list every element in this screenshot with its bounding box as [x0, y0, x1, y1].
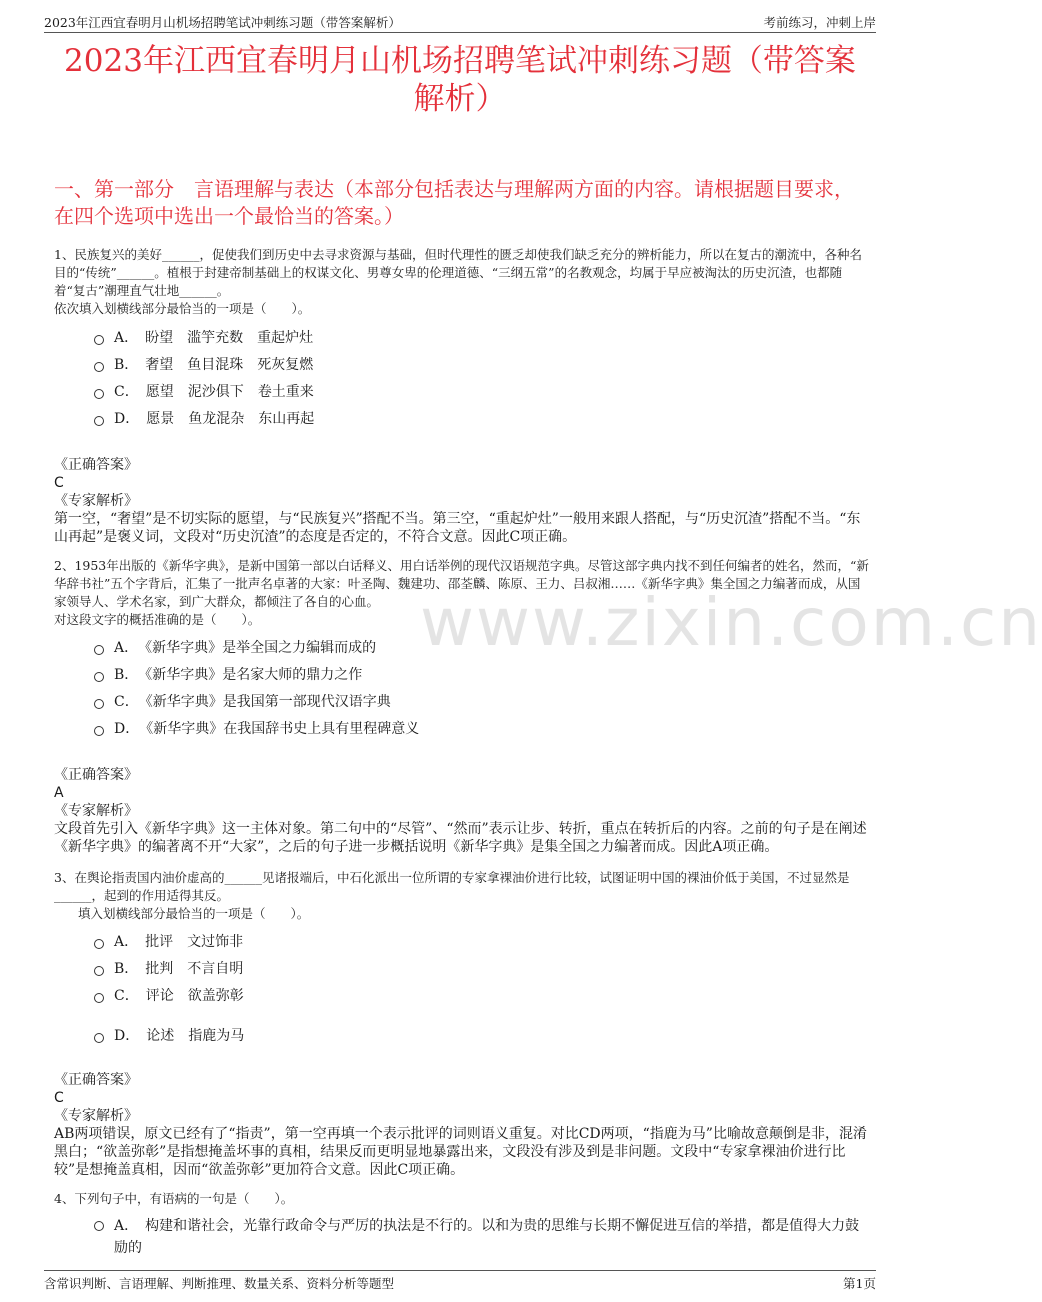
- option-label: C． 《新华字典》是我国第一部现代汉语字典: [114, 694, 391, 710]
- page-header: [44, 10, 876, 33]
- option-list: [54, 929, 870, 1050]
- option-list: [54, 635, 870, 743]
- header-slogan: 考前练习，冲刺上岸: [763, 15, 876, 30]
- option-b[interactable]: [54, 662, 870, 689]
- option-a[interactable]: [54, 1212, 870, 1259]
- option-a[interactable]: [54, 929, 870, 956]
- option-c[interactable]: [54, 983, 870, 1010]
- radio-button[interactable]: [94, 1221, 104, 1231]
- option-a[interactable]: [54, 325, 870, 352]
- radio-button[interactable]: [94, 645, 104, 655]
- option-label: C． 愿望 泥沙俱下 卷土重来: [114, 384, 314, 400]
- question-text: 3、在舆论指责国内油价虚高的______见诸报端后，中石化派出一位所谓的专家拿裸油价进行比较，试图证明中国的裸油价低于美国，不过显然是______，起到的作用适得其反。: [54, 870, 850, 903]
- option-label: D． 《新华字典》在我国辞书史上具有里程碑意义: [114, 721, 420, 737]
- analysis-text: AB两项错误，原文已经有了“指责”，第一空再填一个表示批评的词则语义重复。对比CD两项，“指鹿为马”比喻故意颠倒是非，混淆黑白；“欲盖弥彰”是指想掩盖坏事的真相，结果反而更明显地暴露出来，文段没有涉及到是非问题。文段中“专家拿裸油价进行比较”是想掩盖真相，因而“欲盖弥彰”更加符合文意。因此C项正确。: [54, 1126, 867, 1178]
- page-footer: [44, 1270, 876, 1293]
- question-text: 4、下列句子中，有语病的一句是（ ）。: [54, 1191, 294, 1206]
- option-c[interactable]: [54, 689, 870, 716]
- option-c[interactable]: [54, 379, 870, 406]
- page-number: 第1页: [843, 1276, 876, 1291]
- option-label: A． 批评 文过饰非: [114, 934, 244, 950]
- radio-button[interactable]: [94, 993, 104, 1003]
- question-prompt: 依次填入划横线部分最恰当的一项是（ ）。: [54, 301, 311, 316]
- option-d[interactable]: [54, 406, 870, 433]
- radio-button[interactable]: [94, 699, 104, 709]
- radio-button[interactable]: [94, 966, 104, 976]
- analysis-heading: 《专家解析》: [54, 803, 138, 819]
- option-label: D． 论述 指鹿为马: [114, 1028, 245, 1044]
- option-label: A． 构建和谐社会，光靠行政命令与严厉的执法是不行的。以和为贵的思维与长期不懈促进互信的举措，都是值得大力鼓励的: [114, 1218, 860, 1256]
- answer-block: [54, 766, 870, 856]
- answer-value: C: [54, 475, 64, 491]
- question-2: [54, 557, 870, 856]
- option-label: B． 奢望 鱼目混珠 死灰复燃: [114, 357, 314, 373]
- option-list: [54, 1212, 870, 1259]
- question-text: 1、民族复兴的美好______，促使我们到历史中去寻求资源与基础，但时代理性的匮乏却使我们缺乏充分的辨析能力，所以在复古的潮流中，各种名目的“传统”______。植根于封建帝制基础上的权谋文化、男尊女卑的伦理道德、“三纲五常”的名教观念，均属于早应被淘汰的历史沉渣，也都随着“复古”潮理直气壮地______。: [54, 247, 862, 298]
- analysis-heading: 《专家解析》: [54, 493, 138, 509]
- watermark: www.zixin.com.cn: [420, 584, 1042, 661]
- question-stem: [54, 1190, 870, 1208]
- option-b[interactable]: [54, 352, 870, 379]
- option-label: A． 《新华字典》是举全国之力编辑而成的: [114, 640, 377, 656]
- radio-button[interactable]: [94, 1033, 104, 1043]
- radio-button[interactable]: [94, 389, 104, 399]
- option-label: C． 评论 欲盖弥彰: [114, 988, 244, 1004]
- option-d[interactable]: [54, 1023, 870, 1050]
- footer-note: 含常识判断、言语理解、判断推理、数量关系、资料分析等题型: [44, 1276, 395, 1291]
- option-list: [54, 325, 870, 433]
- option-label: B． 批判 不言自明: [114, 961, 244, 977]
- header-doc-title: 2023年江西宜春明月山机场招聘笔试冲刺练习题（带答案解析）: [44, 15, 401, 30]
- radio-button[interactable]: [94, 416, 104, 426]
- answer-heading: 《正确答案》: [54, 1072, 138, 1088]
- answer-value: C: [54, 1090, 64, 1106]
- answer-block: [54, 1071, 870, 1179]
- radio-button[interactable]: [94, 335, 104, 345]
- question-prompt: 填入划横线部分最恰当的一项是（ ）。: [78, 906, 310, 921]
- answer-block: [54, 456, 870, 546]
- question-prompt: 对这段文字的概括准确的是（ ）。: [54, 612, 261, 627]
- radio-button[interactable]: [94, 672, 104, 682]
- option-b[interactable]: [54, 956, 870, 983]
- question-stem: [54, 869, 870, 923]
- question-1: [54, 246, 870, 546]
- option-a[interactable]: [54, 635, 870, 662]
- document-title: 2023年江西宜春明月山机场招聘笔试冲刺练习题（带答案解析）: [64, 43, 856, 117]
- radio-button[interactable]: [94, 362, 104, 372]
- option-d[interactable]: [54, 716, 870, 743]
- answer-value: A: [54, 785, 64, 801]
- option-label: B． 《新华字典》是名家大师的鼎力之作: [114, 667, 363, 683]
- radio-button[interactable]: [94, 939, 104, 949]
- analysis-text: 第一空，“奢望”是不切实际的愿望，与“民族复兴”搭配不当。第三空，“重起炉灶”一般用来跟人搭配，与“历史沉渣”搭配不当。“东山再起”是褒义词，文段对“历史沉渣”的态度是否定的，不符合文意。因此C项正确。: [54, 511, 861, 545]
- analysis-heading: 《专家解析》: [54, 1108, 138, 1124]
- analysis-text: 文段首先引入《新华字典》这一主体对象。第二句中的“尽管”、“然而”表示让步、转折，重点在转折后的内容。之前的句子是在阐述《新华字典》的编著离不开“大家”，之后的句子进一步概括说明《新华字典》是集全国之力编著而成。因此A项正确。: [54, 821, 867, 855]
- radio-button[interactable]: [94, 726, 104, 736]
- option-label: D． 愿景 鱼龙混杂 东山再起: [114, 411, 315, 427]
- answer-heading: 《正确答案》: [54, 457, 138, 473]
- question-3: [54, 869, 870, 1179]
- question-text: 2、1953年出版的《新华字典》，是新中国第一部以白话释义、用白话举例的现代汉语规范字典。尽管这部字典内找不到任何编者的姓名，然而，“新华辞书社”五个字背后，汇集了一批声名卓著的大家：叶圣陶、魏建功、邵荃麟、陈原、王力、吕叔湘……《新华字典》集全国之力编著而成，从国家领导人、学术名家，到广大群众，都倾注了各自的心血。: [54, 558, 869, 609]
- section-heading: 一、第一部分 言语理解与表达（本部分包括表达与理解两方面的内容。请根据题目要求，在四个选项中选出一个最恰当的答案。）: [54, 177, 854, 228]
- question-stem: [54, 246, 870, 318]
- answer-heading: 《正确答案》: [54, 767, 138, 783]
- question-4: [54, 1190, 870, 1259]
- option-label: A． 盼望 滥竽充数 重起炉灶: [114, 330, 314, 346]
- question-stem: [54, 557, 870, 629]
